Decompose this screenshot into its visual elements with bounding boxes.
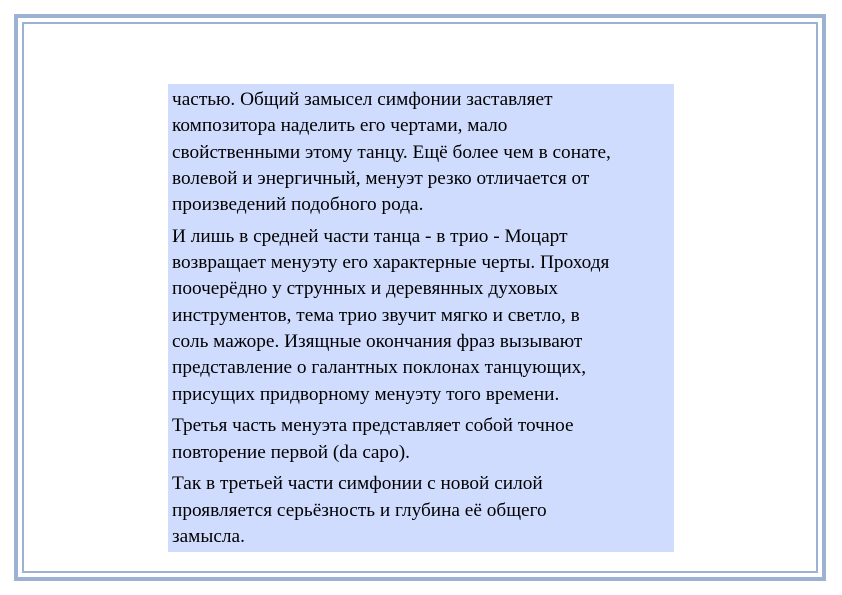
- text-box: [168, 84, 674, 552]
- text-line: инструментов, тема трио звучит мягко и светло, в: [172, 304, 580, 326]
- paragraph-3: [172, 413, 670, 466]
- text-line: соль мажоре. Изящные окончания фраз вызывают: [172, 331, 583, 353]
- paragraph-1: [172, 87, 670, 218]
- text-line: присущих придворному менуэту того времени.: [172, 383, 560, 405]
- text-line: композитора наделить его чертами, мало: [172, 115, 508, 137]
- text-line: произведений подобного рода.: [172, 194, 424, 216]
- text-line: проявляется серьёзность и глубина её общего: [172, 499, 547, 521]
- text-line: повторение первой (da capo).: [172, 441, 410, 463]
- text-line: Так в третьей части симфонии с новой силой: [172, 473, 543, 495]
- text-line: представление о галантных поклонах танцующих,: [172, 357, 587, 379]
- paragraph-4: [172, 471, 670, 550]
- paragraph-2: [172, 224, 670, 408]
- text-line: свойственными этому танцу. Ещё более чем в сонате,: [172, 141, 611, 163]
- text-line: И лишь в средней части танца - в трио - Моцарт: [172, 225, 568, 247]
- text-line: Третья часть менуэта представляет собой точное: [172, 415, 574, 437]
- text-line: волевой и энергичный, менуэт резко отличается от: [172, 167, 590, 189]
- text-line: частью. Общий замысел симфонии заставляет: [172, 89, 553, 110]
- text-line: поочерёдно у струнных и деревянных духовых: [172, 278, 559, 300]
- text-line: возвращает менуэту его характерные черты. Проходя: [172, 252, 610, 274]
- text-line: замысла.: [172, 525, 245, 547]
